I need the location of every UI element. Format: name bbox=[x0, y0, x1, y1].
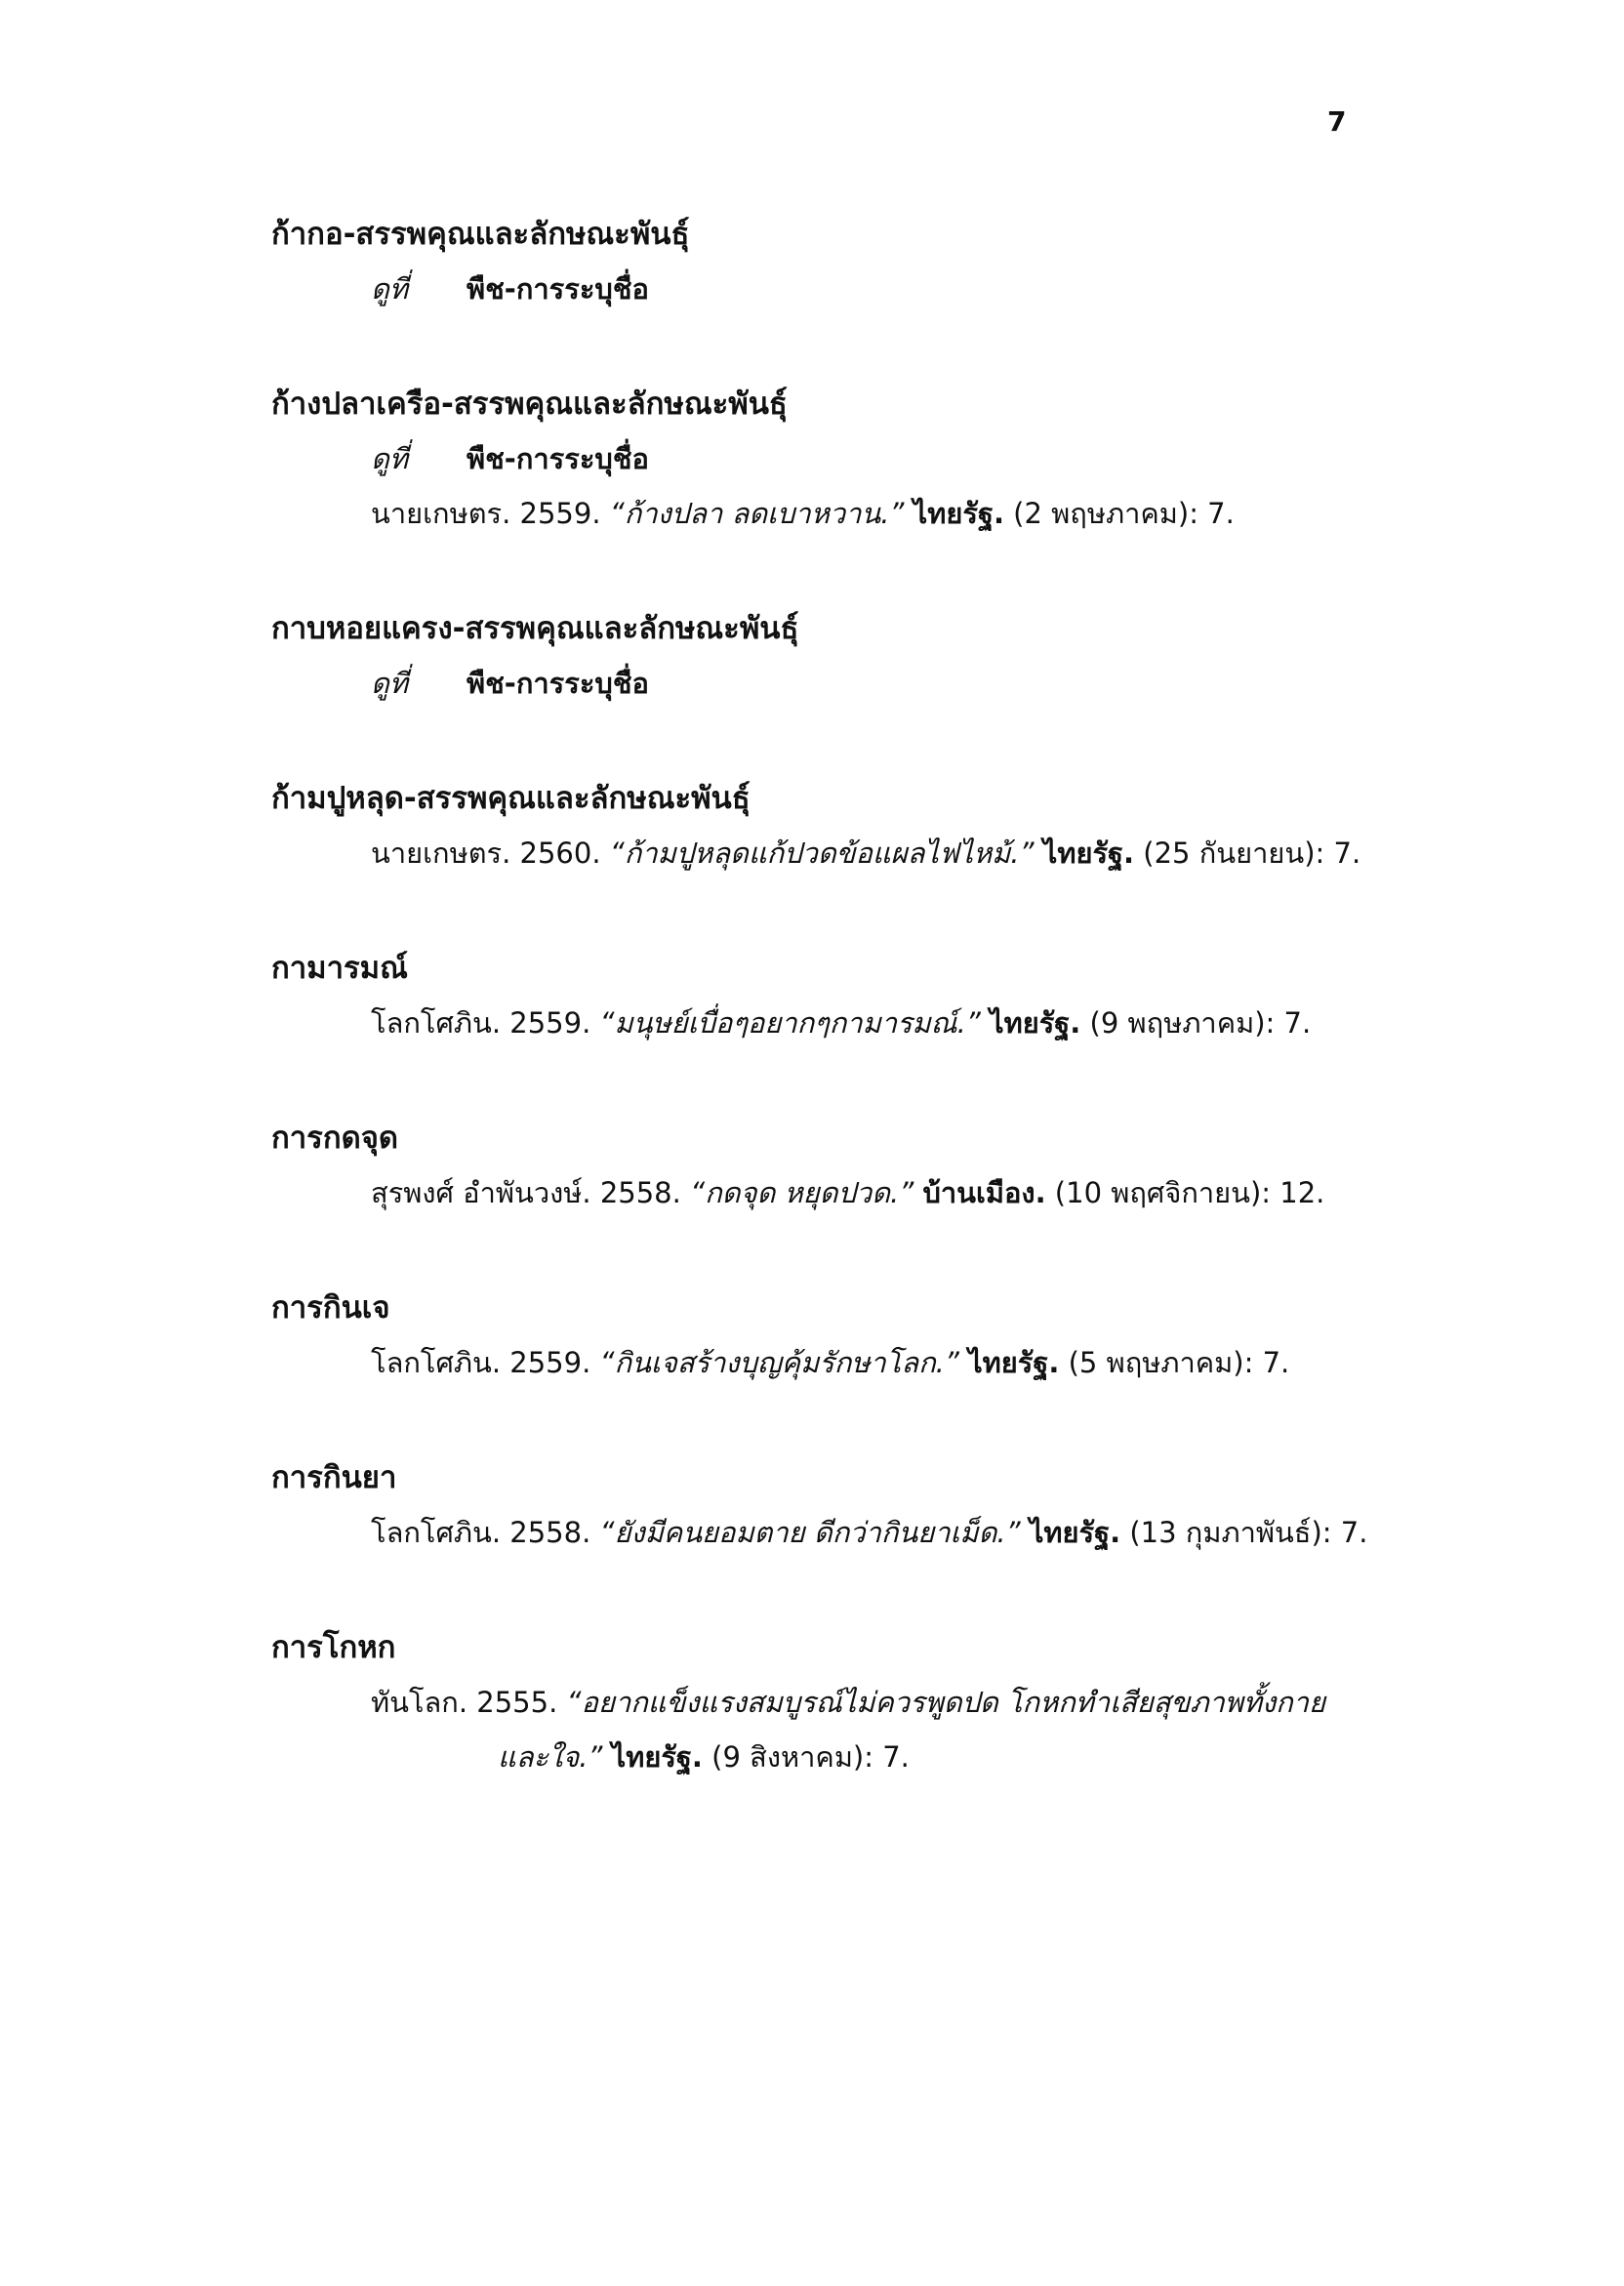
citation bbox=[271, 486, 1394, 541]
page-number: 7 bbox=[1327, 105, 1347, 138]
index-entry bbox=[271, 1111, 1394, 1220]
citation-tail: (25 กันยายน): 7. bbox=[1134, 837, 1361, 870]
citation-tail: (10 พฤศจิกายน): 12. bbox=[1045, 1176, 1325, 1209]
index-entry bbox=[271, 1281, 1394, 1390]
citation-title: “กินเจสร้างบุญคุ้มรักษาโลก.” bbox=[599, 1346, 959, 1379]
citation-title: “กดจุด หยุดปวด.” bbox=[690, 1176, 914, 1209]
see-label: ดูที่ bbox=[371, 442, 408, 475]
citation-title: “ยังมีคนยอมตาย ดีกว่ากินยาเม็ด.” bbox=[599, 1516, 1021, 1549]
index-entry bbox=[271, 377, 1394, 541]
citation-tail: (9 พฤษภาคม): 7. bbox=[1080, 1006, 1312, 1040]
index-entry bbox=[271, 1620, 1394, 1784]
citation-author-year: นายเกษตร. 2560. bbox=[371, 837, 610, 870]
index-entry bbox=[271, 941, 1394, 1050]
citation bbox=[271, 996, 1394, 1050]
citation-title: “ก้ามปูหลุดแก้ปวดข้อแผลไฟไหม้.” bbox=[609, 837, 1035, 870]
citation-author-year: โลกโศภิน. 2558. bbox=[371, 1516, 600, 1549]
entry-heading: ก้ามปูหลุด-สรรพคุณและลักษณะพันธุ์ bbox=[271, 781, 751, 816]
citation-title-continued: และใจ.” bbox=[498, 1740, 603, 1774]
index-entry bbox=[271, 207, 1394, 316]
see-target: พืช-การระบุชื่อ bbox=[467, 667, 649, 700]
citation-author-year: สุรพงศ์ อำพันวงษ์. 2558. bbox=[371, 1176, 691, 1209]
entry-heading: การกินยา bbox=[271, 1460, 397, 1495]
entry-heading: การกดจุด bbox=[271, 1121, 399, 1156]
see-target: พืช-การระบุชื่อ bbox=[467, 272, 649, 306]
citation-source: บ้านเมือง. bbox=[922, 1176, 1046, 1209]
index-entry bbox=[271, 1450, 1394, 1560]
entry-heading: ก้างปลาเครือ-สรรพคุณและลักษณะพันธุ์ bbox=[271, 387, 788, 422]
see-label: ดูที่ bbox=[371, 667, 408, 700]
citation-author-year: ทันโลก. 2555. bbox=[371, 1686, 567, 1719]
citation-tail: (9 สิงหาคม): 7. bbox=[702, 1740, 910, 1774]
see-label: ดูที่ bbox=[371, 272, 408, 306]
entry-heading: การโกหก bbox=[271, 1630, 396, 1665]
citation bbox=[271, 1165, 1394, 1220]
entry-heading: กามารมณ์ bbox=[271, 951, 408, 986]
see-reference bbox=[271, 431, 1394, 486]
citation-title: “อยากแข็งแรงสมบูรณ์ไม่ควรพูดปด โกหกทำเสียสุขภาพทั้งกาย bbox=[566, 1686, 1325, 1719]
index-list bbox=[271, 207, 1394, 1845]
see-target: พืช-การระบุชื่อ bbox=[467, 442, 649, 475]
citation-author-year: โลกโศภิน. 2559. bbox=[371, 1346, 600, 1379]
citation-tail: (5 พฤษภาคม): 7. bbox=[1059, 1346, 1290, 1379]
citation-tail: (2 พฤษภาคม): 7. bbox=[1003, 497, 1235, 530]
citation-title: “มนุษย์เบื่อๆอยากๆกามารมณ์.” bbox=[599, 1006, 981, 1040]
citation-author-year: นายเกษตร. 2559. bbox=[371, 497, 610, 530]
citation-source: ไทยรัฐ. bbox=[968, 1346, 1060, 1379]
citation-source: ไทยรัฐ. bbox=[990, 1006, 1081, 1040]
citation-source: ไทยรัฐ. bbox=[913, 497, 1004, 530]
citation-author-year: โลกโศภิน. 2559. bbox=[371, 1006, 600, 1040]
index-entry bbox=[271, 601, 1394, 711]
entry-heading: การกินเจ bbox=[271, 1290, 390, 1326]
citation bbox=[271, 1505, 1394, 1560]
citation-source: ไทยรัฐ. bbox=[611, 1740, 703, 1774]
see-reference bbox=[271, 656, 1394, 711]
citation bbox=[271, 1675, 1394, 1730]
citation-title: “ก้างปลา ลดเบาหวาน.” bbox=[609, 497, 905, 530]
citation-source: ไทยรัฐ. bbox=[1042, 837, 1135, 870]
citation-continuation bbox=[271, 1730, 1394, 1784]
index-entry bbox=[271, 771, 1394, 880]
citation-tail: (13 กุมภาพันธ์): 7. bbox=[1120, 1516, 1368, 1549]
citation bbox=[271, 826, 1394, 880]
citation bbox=[271, 1335, 1394, 1390]
see-reference bbox=[271, 262, 1394, 316]
entry-heading: กาบหอยแครง-สรรพคุณและลักษณะพันธุ์ bbox=[271, 611, 799, 646]
citation-source: ไทยรัฐ. bbox=[1029, 1516, 1121, 1549]
entry-heading: ก้ากอ-สรรพคุณและลักษณะพันธุ์ bbox=[271, 217, 690, 252]
